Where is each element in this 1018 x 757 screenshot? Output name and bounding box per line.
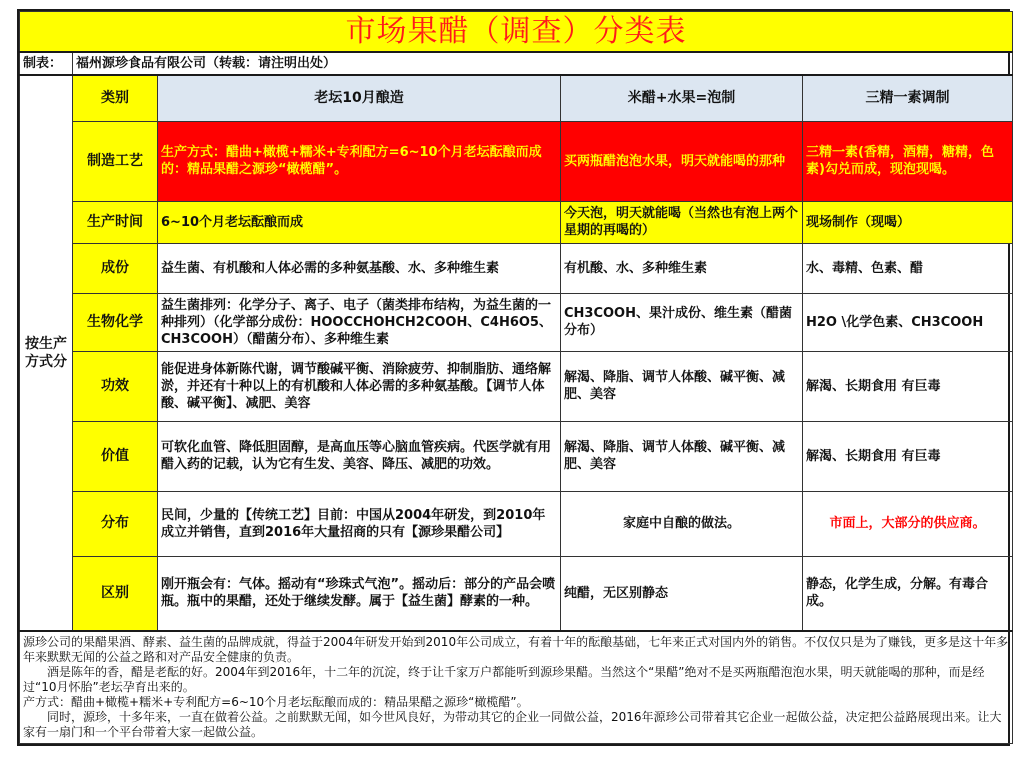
table-cell: 可软化血管、降低胆固醇，是高血压等心脑血管疾病。代医学就有用醋入药的记载，认为它有生发、美容、降压、减肥的功效。 [158, 421, 561, 491]
table-row [20, 491, 1013, 556]
table-cell: 家庭中自酿的做法。 [561, 491, 803, 556]
side-label: 按生产方式分 [20, 75, 73, 631]
table-cell: 三精一素(香精，酒精，糖精，色素)勾兑而成，现泡现喝。 [803, 121, 1013, 201]
table-cell: 水、毒精、色素、醋 [803, 243, 1013, 293]
table-cell: 买两瓶醋泡泡水果，明天就能喝的那种 [561, 121, 803, 201]
table-cell: 静态，化学生成，分解。有毒合成。 [803, 556, 1013, 631]
table-row [20, 121, 1013, 201]
footer-paragraph: 酒是陈年的香，醋是老酝的好。2004年到2016年，十二年的沉淀，终于让千家万户都能听到源珍果醋。当然这个“果醋”绝对不是买两瓶醋泡泡水果，明天就能喝的那种，而是经过“10月怀胎”老坛孕育出来的。 [23, 665, 985, 694]
row-category: 生物化学 [73, 293, 158, 351]
table-cell: 民间，少量的【传统工艺】目前：中国从2004年研发，到2010年成立并销售，直到2016年大量招商的只有【源珍果醋公司】 [158, 491, 561, 556]
row-category: 成份 [73, 243, 158, 293]
table-cell: 能促进身体新陈代谢，调节酸碱平衡、消除疲劳、抑制脂肪、通络解淤，并还有十种以上的有机酸和人体必需的多种氨基酸。【调节人体酸、碱平衡】、减肥、美容 [158, 351, 561, 421]
table-cell: 市面上，大部分的供应商。 [803, 491, 1013, 556]
row-category: 区别 [73, 556, 158, 631]
header-col-3: 三精一素调制 [803, 75, 1013, 121]
maker-label: 制表： [20, 52, 73, 75]
header-row [20, 75, 1013, 121]
footer-paragraph: 产方式：醋曲+橄榄+糯米+专利配方=6~10个月老坛酝酿而成的：精品果醋之源珍“橄榄醋”。 [23, 695, 529, 709]
classification-table [19, 11, 1013, 744]
table-cell: 6~10个月老坛酝酿而成 [158, 201, 561, 243]
table-cell: 今天泡，明天就能喝（当然也有泡上两个星期的再喝的） [561, 201, 803, 243]
table-cell: 解渴、降脂、调节人体酸、碱平衡、减肥、美容 [561, 421, 803, 491]
table-cell: 解渴、长期食用 有巨毒 [803, 351, 1013, 421]
classification-sheet [17, 9, 1010, 746]
footer-paragraph: 同时，源珍，十多年来，一直在做着公益。之前默默无闻，如今世风良好，为带动其它的企业一同做公益，2016年源珍公司带着其它企业一起做公益，决定把公益路展现出来。让大家有一扇门和一个平台带着大家一起做公益。 [23, 710, 1002, 739]
header-category: 类别 [73, 75, 158, 121]
table-cell: 解渴、降脂、调节人体酸、碱平衡、减肥、美容 [561, 351, 803, 421]
footer-paragraph: 源珍公司的果醋果酒、酵素、益生菌的品牌成就，得益于2004年研发开始到2010年公司成立，有着十年的酝酿基础，七年来正式对国内外的销售。不仅仅只是为了赚钱，更多是这十年多年来默默无闻的公益之路和对产品安全健康的负责。 [23, 635, 1009, 664]
row-category: 分布 [73, 491, 158, 556]
table-row [20, 556, 1013, 631]
table-row [20, 201, 1013, 243]
row-category: 制造工艺 [73, 121, 158, 201]
table-row [20, 351, 1013, 421]
footer-notes [20, 631, 1013, 744]
table-row [20, 421, 1013, 491]
table-cell: 刚开瓶会有：气体。摇动有“珍珠式气泡”。摇动后：部分的产品会喷瓶。瓶中的果醋，还处于继续发酵。属于【益生菌】酵素的一种。 [158, 556, 561, 631]
table-row [20, 243, 1013, 293]
table-cell: 解渴、长期食用 有巨毒 [803, 421, 1013, 491]
row-category: 价值 [73, 421, 158, 491]
table-cell: 现场制作（现喝） [803, 201, 1013, 243]
table-cell: 益生菌排列：化学分子、离子、电子（菌类排布结构，为益生菌的一种排列）（化学部分成份：HOOCCHOHCH2COOH、C4H6O5、CH3COOH）（醋菌分布）、多种维生素 [158, 293, 561, 351]
row-category: 生产时间 [73, 201, 158, 243]
footer-row [20, 631, 1013, 744]
table-cell: 生产方式：醋曲+橄榄+糯米+专利配方=6~10个月老坛酝酿而成的：精品果醋之源珍“橄榄醋”。 [158, 121, 561, 201]
maker-value: 福州源珍食品有限公司（转载：请注明出处） [73, 52, 1013, 75]
row-category: 功效 [73, 351, 158, 421]
header-col-1: 老坛10月酿造 [158, 75, 561, 121]
table-cell: 益生菌、有机酸和人体必需的多种氨基酸、水、多种维生素 [158, 243, 561, 293]
table-cell: CH3COOH、果汁成份、维生素（醋菌分布） [561, 293, 803, 351]
table-row [20, 293, 1013, 351]
page-title: 市场果醋（调查）分类表 [20, 12, 1013, 53]
table-cell: 纯醋，无区别静态 [561, 556, 803, 631]
table-cell: 有机酸、水、多种维生素 [561, 243, 803, 293]
table-cell: H2O \化学色素、CH3COOH [803, 293, 1013, 351]
header-col-2: 米醋+水果=泡制 [561, 75, 803, 121]
